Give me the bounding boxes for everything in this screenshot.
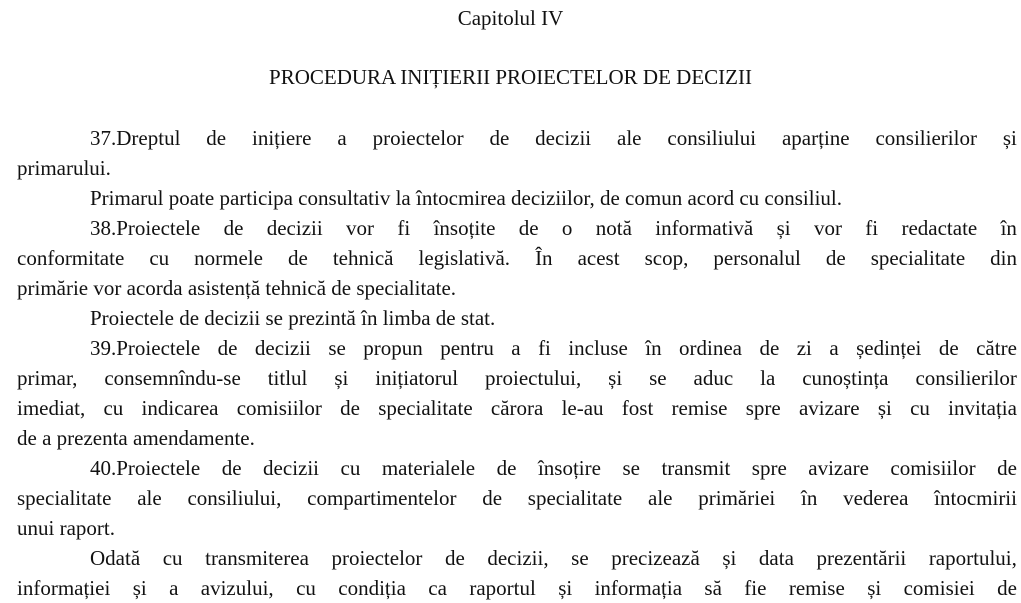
word: 37.Dreptul: [90, 126, 181, 150]
word: inițiere: [252, 126, 312, 150]
word: consemnîndu-se: [104, 366, 241, 390]
section-title: PROCEDURA INIȚIERII PROIECTELOR DE DECIZII: [269, 65, 752, 89]
word: fi: [865, 216, 879, 240]
word: însoțite: [433, 216, 496, 240]
word: specialitate: [378, 396, 473, 420]
word: indicarea: [141, 396, 219, 420]
word: întocmirii: [934, 486, 1017, 510]
word: specialitate: [527, 486, 623, 510]
word: spre: [751, 456, 787, 480]
word: ordinea: [679, 336, 743, 360]
word: și: [1002, 126, 1017, 150]
word: ca: [428, 576, 447, 600]
word: cu: [162, 546, 183, 570]
word: aduc: [693, 366, 734, 390]
word: invitația: [948, 396, 1017, 420]
word: cu: [340, 456, 361, 480]
word: proiectelor: [372, 126, 464, 150]
word: se: [622, 456, 640, 480]
text-line: [17, 123, 1017, 153]
word: normele: [194, 246, 263, 270]
word: vor: [346, 216, 375, 240]
word: personalul: [713, 246, 801, 270]
word: titlul: [267, 366, 308, 390]
word: ale: [617, 126, 642, 150]
word: condiția: [338, 576, 406, 600]
word: transmiterea: [205, 546, 309, 570]
word: de: [489, 126, 510, 150]
word: Odată: [90, 546, 141, 570]
word: incluse: [568, 336, 628, 360]
word: ale: [137, 486, 162, 510]
text-line: [17, 363, 1017, 393]
text-line-content: primarului.: [17, 156, 111, 180]
text-line: [17, 423, 1017, 453]
word: redactate: [901, 216, 978, 240]
word: fi: [538, 336, 551, 360]
word: spre: [745, 396, 781, 420]
word: acest: [577, 246, 620, 270]
word: consiliului,: [187, 486, 282, 510]
word: a: [169, 576, 179, 600]
word: pentru: [440, 336, 494, 360]
word: de: [444, 546, 465, 570]
text-line: [17, 453, 1017, 483]
word: o: [561, 216, 573, 240]
word: vederea: [843, 486, 909, 510]
word: informației: [17, 576, 111, 600]
word: legislativă.: [418, 246, 511, 270]
word: de: [759, 336, 780, 360]
text-line-content: unui raport.: [17, 516, 115, 540]
word: proiectului,: [485, 366, 582, 390]
word: scop,: [644, 246, 689, 270]
word: de: [340, 396, 360, 420]
word: de: [518, 216, 539, 240]
text-line: [17, 303, 1017, 333]
word: zi: [796, 336, 812, 360]
text-line: [17, 273, 1017, 303]
word: decizii: [535, 126, 592, 150]
text-line: [17, 573, 1017, 603]
document-body: [17, 123, 1017, 603]
word: de: [217, 336, 238, 360]
word: comisiilor: [890, 456, 976, 480]
text-line-content: de a prezenta amendamente.: [17, 426, 255, 450]
word: decizii: [254, 336, 311, 360]
word: conformitate: [17, 246, 125, 270]
word: și: [877, 396, 892, 420]
word: precizează: [611, 546, 700, 570]
word: notă: [595, 216, 632, 240]
word: din: [990, 246, 1017, 270]
word: vor: [813, 216, 842, 240]
word: specialitate: [870, 246, 966, 270]
word: însoțire: [537, 456, 601, 480]
word: proiectelor: [331, 546, 423, 570]
word: a: [511, 336, 521, 360]
word: de: [223, 216, 244, 240]
word: cunoștința: [802, 366, 889, 390]
word: să: [704, 576, 722, 600]
word: ședinței: [856, 336, 922, 360]
text-line: [17, 153, 1017, 183]
word: de: [938, 336, 959, 360]
word: consilierilor: [915, 366, 1017, 390]
word: avizare: [798, 396, 860, 420]
chapter-heading: Capitolul IV: [457, 6, 564, 30]
word: avizului,: [200, 576, 274, 600]
word: de: [221, 456, 242, 480]
word: decizii: [266, 216, 323, 240]
text-line: [17, 483, 1017, 513]
text-line-content: Proiectele de decizii se prezintă în limba de stat.: [90, 306, 496, 330]
word: și: [334, 366, 349, 390]
text-line-content: Primarul poate participa consultativ la întocmirea deciziilor, de comun acord cu consiliul.: [90, 186, 842, 210]
word: și: [558, 576, 573, 600]
word: prezentării: [816, 546, 907, 570]
word: propun: [363, 336, 423, 360]
word: a: [337, 126, 347, 150]
word: informația: [594, 576, 683, 600]
word: fi: [397, 216, 411, 240]
word: 38.Proiectele: [90, 216, 201, 240]
word: imediat,: [17, 396, 86, 420]
text-line: [17, 213, 1017, 243]
word: informativă: [655, 216, 754, 240]
word: se: [571, 546, 589, 570]
word: cu: [149, 246, 170, 270]
word: primăriei: [698, 486, 776, 510]
text-line-content: primărie vor acorda asistență tehnică de specialitate.: [17, 276, 457, 300]
word: în: [801, 486, 818, 510]
word: de: [825, 246, 846, 270]
word: le-au: [561, 396, 604, 420]
word: și: [722, 546, 737, 570]
word: primar,: [17, 366, 78, 390]
word: aparține: [781, 126, 850, 150]
word: cu: [103, 396, 124, 420]
text-line: [17, 243, 1017, 273]
word: și: [776, 216, 791, 240]
word: cu: [296, 576, 316, 600]
word: de: [997, 456, 1017, 480]
word: raportul: [469, 576, 536, 600]
word: de: [482, 486, 503, 510]
text-line: [17, 513, 1017, 543]
word: a: [829, 336, 839, 360]
word: consiliului: [667, 126, 757, 150]
word: cu: [910, 396, 930, 420]
word: 40.Proiectele: [90, 456, 201, 480]
word: În: [535, 246, 553, 270]
word: inițiatorul: [375, 366, 459, 390]
word: fie: [744, 576, 767, 600]
text-line: [17, 393, 1017, 423]
word: și: [132, 576, 147, 600]
word: transmit: [661, 456, 731, 480]
word: decizii,: [487, 546, 549, 570]
word: de: [206, 126, 227, 150]
word: se: [328, 336, 346, 360]
word: consilierilor: [875, 126, 977, 150]
word: remise: [671, 396, 728, 420]
word: la: [760, 366, 776, 390]
word: se: [649, 366, 667, 390]
word: și: [867, 576, 882, 600]
word: remise: [788, 576, 845, 600]
word: compartimentelor: [307, 486, 457, 510]
word: de: [496, 456, 517, 480]
text-line: [17, 543, 1017, 573]
text-line: [17, 183, 1017, 213]
word: cărora: [490, 396, 544, 420]
word: fost: [621, 396, 654, 420]
word: avizare: [808, 456, 869, 480]
word: decizii: [263, 456, 320, 480]
word: comisiilor: [236, 396, 322, 420]
word: ale: [648, 486, 673, 510]
word: raportului,: [928, 546, 1017, 570]
word: data: [758, 546, 794, 570]
word: și: [608, 366, 623, 390]
word: specialitate: [17, 486, 112, 510]
word: în: [1000, 216, 1017, 240]
word: tehnică: [332, 246, 394, 270]
word: către: [976, 336, 1017, 360]
word: de: [997, 576, 1017, 600]
word: 39.Proiectele: [90, 336, 201, 360]
word: în: [645, 336, 662, 360]
text-line: [17, 333, 1017, 363]
word: de: [287, 246, 308, 270]
word: materialele: [381, 456, 476, 480]
word: comisiei: [903, 576, 975, 600]
